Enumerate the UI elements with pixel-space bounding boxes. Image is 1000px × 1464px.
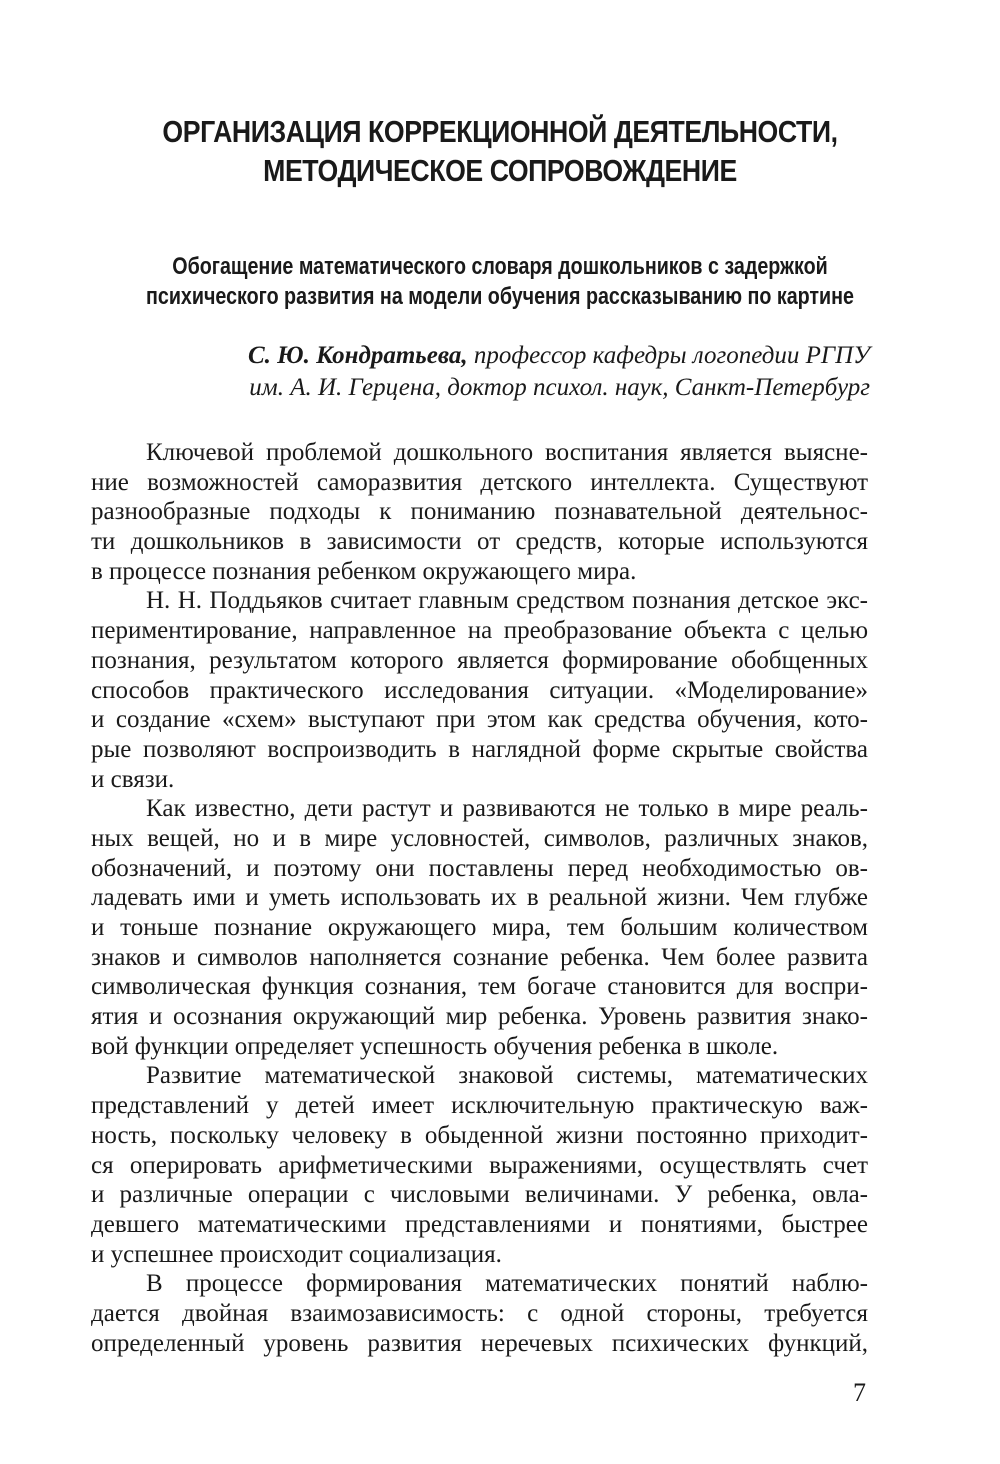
page-number: 7 bbox=[853, 1378, 866, 1407]
article-title bbox=[139, 252, 861, 312]
author-name: С. Ю. Кондратьева, bbox=[248, 342, 468, 369]
paragraph bbox=[91, 1269, 868, 1358]
text-line: ти дошкольников в зависимости от средств, которые используются bbox=[91, 528, 868, 556]
paragraph bbox=[91, 586, 868, 794]
text-line: обозначений, и поэтому они поставлены перед необходимостью ов- bbox=[91, 854, 868, 882]
text-line: периментирование, направленное на преобразование объекта с целью bbox=[91, 617, 868, 645]
text-line: ность, поскольку человеку в обыденной жизни постоянно приходит- bbox=[91, 1121, 868, 1149]
text-line: и различные операции с числовыми величинами. У ребенка, овла- bbox=[91, 1181, 868, 1209]
text-line: и тоньше познание окружающего мира, тем большим количеством bbox=[91, 914, 868, 941]
text-line: Н. Н. Поддьяков считает главным средством познания детское экс- bbox=[146, 587, 868, 615]
text-line: ных вещей, но и в мире условностей, символов, различных знаков, bbox=[91, 824, 868, 852]
text-line: Ключевой проблемой дошкольного воспитания является выясне- bbox=[146, 439, 868, 466]
text-line: дается двойная взаимозависимость: с одной стороны, требуется bbox=[91, 1299, 868, 1327]
paragraph bbox=[91, 794, 868, 1061]
text-line: ятия и осознания окружающий мир ребенка. Уровень развития знако- bbox=[91, 1003, 868, 1031]
text-line: в процессе познания ребенком окружающего мира. bbox=[91, 557, 637, 585]
text-line: символическая функция сознания, тем богаче становится для воспри- bbox=[91, 973, 868, 1001]
text-line: представлений у детей имеет исключительную практическую важ- bbox=[91, 1092, 868, 1120]
text-line: и успешнее происходит социализация. bbox=[91, 1240, 502, 1268]
author-line-2: им. А. И. Герцена, доктор психол. наук, Санкт-Петербург bbox=[249, 374, 870, 401]
author-byline bbox=[248, 340, 870, 404]
text-line: В процессе формирования математических понятий наблю- bbox=[146, 1270, 868, 1298]
text-line: девшего математическими представлениями и понятиями, быстрее bbox=[91, 1210, 868, 1238]
text-line: познания, результатом которого является формирование обобщенных bbox=[91, 646, 868, 674]
text-line: знаков и символов наполняется сознание ребенка. Чем более развита bbox=[91, 943, 868, 971]
text-line: рые позволяют воспроизводить в наглядной форме скрытые свойства bbox=[91, 735, 868, 763]
author-position: профессор кафедры логопедии РГПУ bbox=[467, 342, 870, 369]
article-body bbox=[91, 438, 868, 1358]
text-line: Как известно, дети растут и развиваются не только в мире реаль- bbox=[146, 795, 868, 823]
text-line: ладевать ими и уметь использовать их в реальной жизни. Чем глубже bbox=[91, 884, 868, 912]
text-line: способов практического исследования ситуации. «Моделирование» bbox=[91, 676, 868, 704]
paragraph bbox=[91, 1061, 868, 1269]
text-line: и связи. bbox=[91, 765, 175, 793]
author-line-1 bbox=[248, 340, 870, 372]
text-line: и создание «схем» выступают при этом как средства обучения, кото- bbox=[91, 706, 868, 734]
paragraph bbox=[91, 438, 868, 586]
section-title-line-2: МЕТОДИЧЕСКОЕ СОПРОВОЖДЕНИЕ bbox=[263, 153, 737, 188]
text-line: вой функции определяет успешность обучения ребенка в школе. bbox=[91, 1032, 779, 1060]
text-line: разнообразные подходы к пониманию познавательной деятельнос- bbox=[91, 498, 868, 526]
text-line: определенный уровень развития неречевых психических функций, bbox=[91, 1329, 868, 1357]
article-title-line-2: психического развития на модели обучения рассказыванию по картине bbox=[145, 283, 854, 310]
text-line: ся оперировать арифметическими выражениями, осуществлять счет bbox=[91, 1151, 868, 1179]
text-line: Развитие математической знаковой системы, математических bbox=[146, 1062, 868, 1090]
section-title-line-1: ОРГАНИЗАЦИЯ КОРРЕКЦИОННОЙ ДЕЯТЕЛЬНОСТИ, bbox=[162, 114, 838, 149]
text-line: ние возможностей саморазвития детского интеллекта. Существуют bbox=[91, 468, 868, 496]
article-title-line-1: Обогащение математического словаря дошкольников с задержкой bbox=[172, 253, 828, 280]
section-title bbox=[147, 112, 852, 190]
